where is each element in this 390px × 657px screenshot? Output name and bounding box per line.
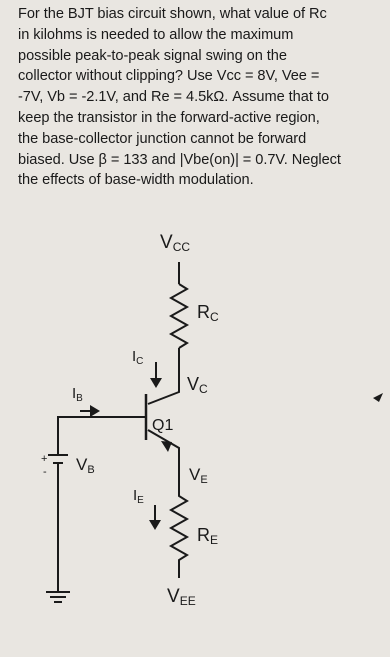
cursor-icon <box>373 393 383 402</box>
question-line: -7V, Vb = -2.1V, and Re = 4.5kΩ. Assume that to <box>18 89 329 106</box>
ib-label: $I_B$ <box>72 385 83 404</box>
ic-label: $I_C$ <box>132 348 144 367</box>
vc-label: VC <box>187 374 208 396</box>
question-line: the effects of base-width modulation. <box>18 172 254 189</box>
vb-label: VB <box>76 455 95 476</box>
base-wire <box>58 417 146 430</box>
question-line: the base-collector junction cannot be forward <box>18 130 307 147</box>
question-line: keep the transistor in the forward-active region, <box>18 109 320 126</box>
vcc-label: VCC <box>160 232 191 254</box>
ic-arrow-head <box>150 378 162 388</box>
question-line: collector without clipping? Use Vcc = 8V, Vee = <box>18 68 320 85</box>
battery-minus: - <box>43 466 47 478</box>
ground-icon <box>46 592 70 602</box>
rc-resistor <box>171 284 187 348</box>
emitter-arrow <box>161 441 172 452</box>
battery-plus: + <box>41 453 48 465</box>
re-resistor <box>171 478 187 578</box>
ie-arrow-head <box>149 520 161 530</box>
re-label: RE <box>197 525 219 547</box>
question-line: biased. Use β = 133 and |Vbe(on)| = 0.7V. Neglect <box>18 151 341 168</box>
question-line: in kilohms is needed to allow the maximum <box>18 26 294 43</box>
question-line: possible peak-to-peak signal swing on the <box>18 47 287 64</box>
ib-arrow-head <box>90 405 100 417</box>
q1-label: Q1 <box>152 417 174 434</box>
rc-label: RC <box>197 302 219 324</box>
ie-label: $I_E$ <box>133 487 144 506</box>
vee-label: VEE <box>167 586 196 608</box>
question-line: For the BJT bias circuit shown, what value of Rc <box>18 6 327 22</box>
emitter-lead <box>148 430 179 478</box>
ve-label: VE <box>189 465 208 486</box>
